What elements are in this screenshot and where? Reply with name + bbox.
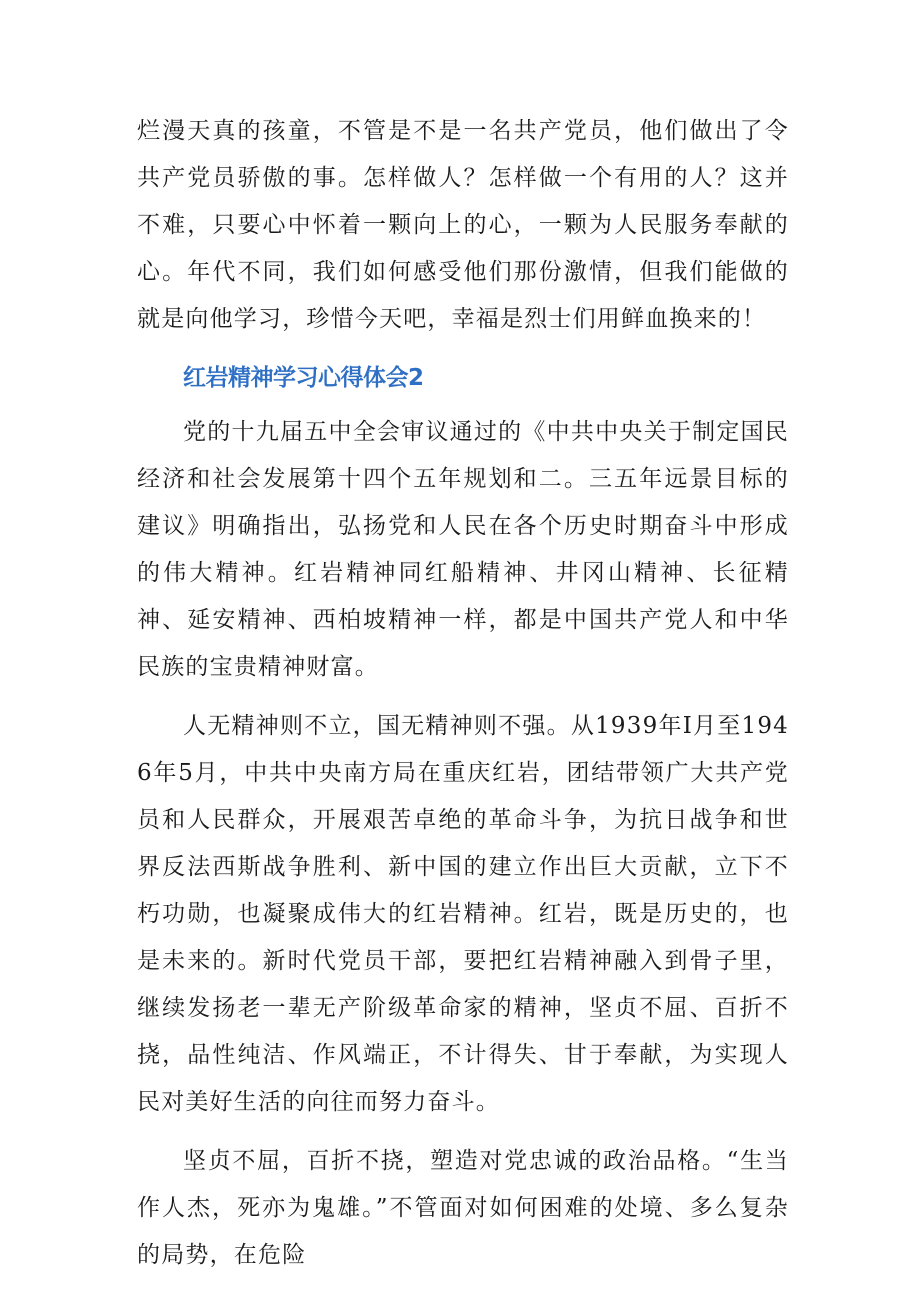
body-paragraph-continued: 烂漫天真的孩童，不管是不是一名共产党员，他们做出了令共产党员骄傲的事。怎样做人？怎样做一个有用的人？这并不难，只要心中怀着一颗向上的心，一颗为人民服务奉献的心。年代不同，我们如何感受他们那份激情，但我们能做的就是向他学习，珍惜今天吧，幸福是烈士们用鲜血换来的！: [137, 118, 789, 332]
body-paragraph-2: 人无精神则不立，国无精神则不强。从1939年I月至1946年5月，中共中央南方局在重庆红岩，团结带领广大共产党员和人民群众，开展艰苦卓绝的革命斗争，为抗日战争和世界反法西斯战争胜利、新中国的建立作出巨大贡献，立下不朽功勋，也凝聚成伟大的红岩精神。红岩，既是历史的，也是未来的。新时代党员干部，要把红岩精神融入到骨子里，继续发扬老一辈无产阶级革命家的精神，坚贞不屈、百折不挠，品性纯洁、作风端正，不计得失、甘于奉献，为实现人民对美好生活的向往而努力奋斗。: [137, 713, 789, 1115]
body-paragraph-3: 坚贞不屈，百折不挠，塑造对党忠诚的政治品格。“生当作人杰，死亦为鬼雄。”不管面对如何困难的处境、多么复杂的局势，在危险: [137, 1148, 789, 1268]
document-body: [137, 108, 789, 1279]
section-heading: 红岩精神学习心得体会2: [183, 365, 424, 391]
body-paragraph-1: 党的十九届五中全会审议通过的《中共中央关于制定国民经济和社会发展第十四个五年规划和二。三五年远景目标的建议》明确指出，弘扬党和人民在各个历史时期奋斗中形成的伟大精神。红岩精神同红船精神、井冈山精神、长征精神、延安精神、西柏坡精神一样，都是中国共产党人和中华民族的宝贵精神财富。: [137, 419, 789, 680]
